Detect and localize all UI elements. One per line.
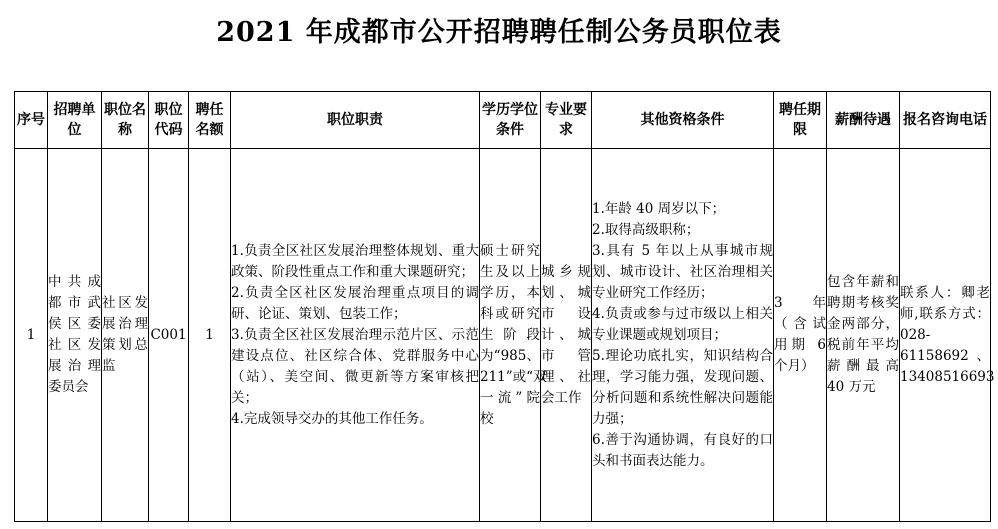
cell-unit: 中共成都市武侯区委社区发展治理委员会 [48, 149, 102, 522]
cell-duties [231, 149, 480, 522]
cell-education: 硕士研究生及以上学历，本科或研究生阶段为“985、211”或“双一流”院校 [480, 149, 541, 522]
duty-item: 4.完成领导交办的其他工作任务。 [231, 410, 433, 427]
requirement-item: 2.取得高级职称； [592, 221, 700, 238]
requirement-item: 4.负责或参与过市级以上相关专业课题或规划项目； [592, 305, 773, 343]
requirement-item: 6.善于沟通协调，有良好的口头和书面表达能力。 [592, 431, 773, 469]
cell-quota: 1 [189, 149, 231, 522]
cell-term: 3 年（含试用期 6 个月） [774, 149, 827, 522]
header-unit: 招聘单位 [48, 92, 102, 149]
cell-position-name: 社区发展治理策划总监 [102, 149, 149, 522]
duty-item: 1.负责全区社区发展治理整体规划、重大政策、阶段性重点工作和重大课题研究； [231, 242, 479, 280]
duty-item: 3.负责全区社区发展治理示范片区、示范建设点位、社区综合体、党群服务中心（站）、美空间、微更新等方案审核把关； [231, 326, 479, 406]
header-contact: 报名咨询电话 [900, 92, 991, 149]
cell-seq: 1 [15, 149, 48, 522]
header-other-requirements: 其他资格条件 [592, 92, 774, 149]
position-table [14, 91, 995, 522]
cell-position-code: C001 [149, 149, 189, 522]
header-term: 聘任期限 [774, 92, 827, 149]
table-row [15, 149, 991, 522]
cell-other-requirements [592, 149, 774, 522]
header-major: 专业要求 [541, 92, 592, 149]
table-header-row [15, 92, 991, 149]
requirement-item: 5.理论功底扎实，知识结构合理，学习能力强，发现问题、分析问题和系统性解决问题能力强； [592, 347, 773, 427]
requirement-item: 1.年龄 40 周岁以下； [592, 200, 726, 217]
header-education: 学历学位条件 [480, 92, 541, 149]
header-duties: 职位职责 [231, 92, 480, 149]
cell-salary: 包含年薪和聘期考核奖金两部分，税前年平均薪酬最高 40 万元 [827, 149, 900, 522]
header-position-code: 职位代码 [149, 92, 189, 149]
header-seq: 序号 [15, 92, 48, 149]
header-salary: 薪酬待遇 [827, 92, 900, 149]
document-title: 2021 年成都市公开招聘聘任制公务员职位表 [216, 17, 782, 48]
cell-major: 城乡规划、城市设计、城市管理、社会工作 [541, 149, 592, 522]
header-position-name: 职位名称 [102, 92, 149, 149]
duty-item: 2.负责全区社区发展治理重点项目的调研、论证、策划、包装工作； [231, 284, 479, 322]
header-quota: 聘任名额 [189, 92, 231, 149]
cell-contact: 联系人：卿老师,联系方式：028-61158692、13408516693 [900, 149, 991, 522]
requirement-item: 3.具有 5 年以上从事城市规划、城市设计、社区治理相关专业研究工作经历； [592, 242, 773, 301]
